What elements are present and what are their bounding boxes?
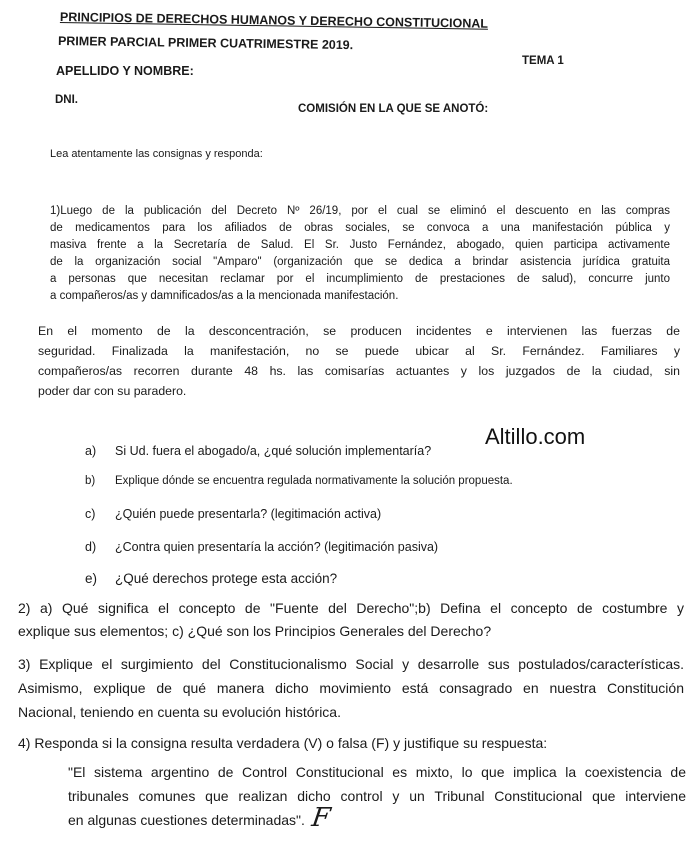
item-text: ¿Qué derechos protege esta acción? <box>115 571 338 586</box>
dni-label: DNI. <box>55 94 78 106</box>
q1-item-c <box>85 507 381 521</box>
exam-title: PRIMER PARCIAL PRIMER CUATRIMESTRE 2019. <box>57 34 354 53</box>
q1-line: poder dar con su paradero. <box>38 384 187 398</box>
q4-quote-line: tribunales comunes que realizan dicho control y un Tribunal Constitucional que interviene <box>68 788 686 804</box>
q3-line: Nacional, teniendo en cuenta su evolución histórica. <box>18 704 341 720</box>
q2-line: 2) a) Qué significa el concepto de "Fuente del Derecho";b) Defina el concepto de costumbre y <box>18 600 684 616</box>
q1-line: 1)Luego de la publicación del Decreto Nº 26/19, por el cual se eliminó el descuento en las compras <box>50 205 670 217</box>
q1-item-a <box>85 444 431 458</box>
item-label: b) <box>85 475 96 487</box>
q3-line: 3) Explique el surgimiento del Constitucionalismo Social y desarrolle sus postulados/características. <box>18 656 684 672</box>
q1-line: En el momento de la desconcentración, se producen incidentes e intervienen las fuerzas de <box>38 324 680 338</box>
item-text: Explique dónde se encuentra regulada normativamente la solución propuesta. <box>115 475 513 487</box>
handwritten-answer: F <box>309 803 333 833</box>
item-label: a) <box>85 444 97 458</box>
q1-line: de medicamentos para los afiliados de obras sociales, se convoca a una manifestación pública y <box>50 222 670 234</box>
q1-line: a personas que necesitan reclamar por el incumplimiento de prestaciones de salud), concurre junto <box>50 273 670 285</box>
q1-item-b <box>85 475 513 487</box>
item-text: Si Ud. fuera el abogado/a, ¿qué solución implementaría? <box>115 444 432 458</box>
item-label: d) <box>85 540 97 554</box>
q4-quote-line: en algunas cuestiones determinadas". <box>68 812 305 828</box>
q2-line: explique sus elementos; c) ¿Qué son los Principios Generales del Derecho? <box>18 623 492 639</box>
item-label: e) <box>85 571 98 586</box>
q1-line: compañeros/as recorren durante 48 hs. las comisarías actuantes y los juzgados de la ciudad, sin <box>38 364 680 378</box>
instructions: Lea atentamente las consignas y responda: <box>50 148 263 160</box>
comision-label: COMISIÓN EN LA QUE SE ANOTÓ: <box>298 103 489 115</box>
q1-line: de la organización social "Amparo" (organización que se dedica a brindar asistencia jurídica gratuita <box>50 256 670 268</box>
item-label: c) <box>85 507 96 521</box>
q1-line: seguridad. Finalizada la manifestación, no se puede ubicar al Sr. Fernández. Familiares y <box>38 344 680 358</box>
watermark: Altillo.com <box>485 424 586 449</box>
tema-label: TEMA 1 <box>522 55 564 67</box>
item-text: ¿Quién puede presentarla? (legitimación activa) <box>115 507 382 521</box>
course-title: PRINCIPIOS DE DERECHOS HUMANOS Y DERECHO CONSTITUCIONAL <box>59 10 489 31</box>
q4-quote-line: "El sistema argentino de Control Constitucional es mixto, lo que implica la coexistencia de <box>68 764 686 780</box>
q3-line: Asimismo, explique de qué manera dicho movimiento está consagrado en nuestra Constitución <box>18 680 684 696</box>
item-text: ¿Contra quien presentaría la acción? (legitimación pasiva) <box>115 540 439 554</box>
q1-item-d <box>85 540 438 554</box>
q4-prompt: 4) Responda si la consigna resulta verdadera (V) o falsa (F) y justifique su respuesta: <box>18 735 548 751</box>
name-label: APELLIDO Y NOMBRE: <box>56 64 194 78</box>
q1-item-e <box>85 571 337 586</box>
q1-line: masiva frente a la Secretaría de Salud. El Sr. Justo Fernández, abogado, quien participa activamente <box>50 239 670 251</box>
q1-line: a compañeros/as y damnificados/as a la mencionada manifestación. <box>50 290 399 302</box>
